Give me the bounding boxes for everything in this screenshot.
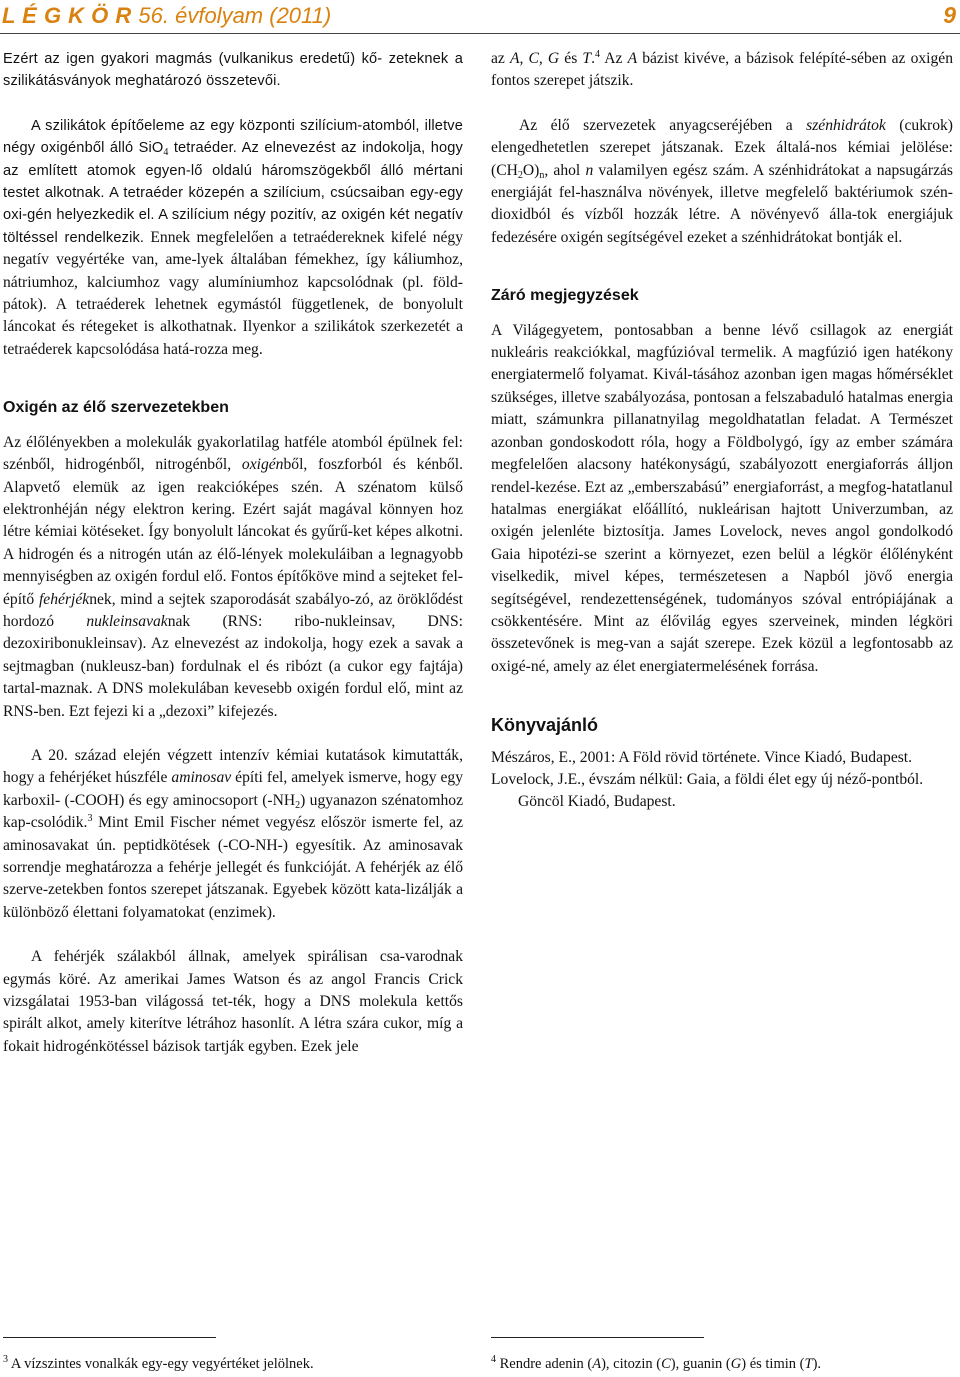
text-span: valamilyen egész szám. A szénhidrátokat a napsugárzás energiáját fel-használva növények, illetve megfelelő baktériumok szén-dioxidból és vízből hozzák létre. A növényevő álla-tok energiájuk fedezésére oxigén segítségével ezeket a szénhidrátokat bontják el. [491, 161, 953, 246]
italic-term: T [582, 50, 592, 67]
text-span: Mint Emil Fischer német vegyész először ismerte fel, az aminosavakat ún. peptidkötések (-CO-NH-) egyesítik. Az aminosavak sorrendje meghatározza a fehérje jellegét és funkcióját. A fehérjék az élő szerve-zetekben fontos szerepet játszanak. Egyebek között kata-lizálják a különböző élettani folyamatokat (enzimek). [3, 814, 463, 921]
italic-term: aminosav [171, 769, 232, 787]
text-span: tetraéder. Az elnevezést az indokolja, hogy az említett atomok egyen-lő oldalú háromszögekből álló mértani testet alkotnak. A tetraéder közepén a szilícium, csúcsaiban egy-egy oxi-gén helyezkedik el. A szilícium négy pozitív, az oxigén két negatív töltéssel rendelkezik. [3, 140, 463, 246]
paragraph-magmatic [3, 48, 463, 93]
footnote-marker: 3 [87, 813, 93, 825]
text-span: nek, mind a sejtek szaporodását szabályo-zó, az öröklődést hordozó [3, 590, 463, 630]
journal-title [2, 3, 331, 29]
right-column [491, 48, 953, 814]
spacer [491, 93, 953, 115]
text-span: az [491, 50, 510, 67]
footnote-text: Rendre adenin ( [496, 1356, 593, 1372]
subscript: 2 [295, 799, 301, 811]
paragraph-elements [3, 432, 463, 723]
italic-term: A, C, G [509, 50, 560, 67]
italic-term: A [592, 1356, 602, 1372]
footnote-4 [491, 1355, 821, 1373]
italic-term: G [730, 1356, 742, 1372]
footnote-number: 3 [3, 1354, 8, 1365]
text-span: Az élő szervezetek anyagcseréjében a [519, 116, 807, 134]
paragraph-carbohydrates [491, 115, 953, 249]
paragraph-dna: A fehérjék szálakból állnak, amelyek spirálisan csa-varodnak egymás köré. Az amerikai James Watson és az angol Francis Crick vizsgálatai 1953-ban világossá tet-ték, hogy a DNS molekula kettős spirált alkot, amely kiterítve létrához hasonlít. A létra szára cukor, míg a fokait hidrogénkötéssel bázisok tartják egyben. Ezek jele [3, 948, 463, 1055]
text-span: ből, foszforból és kénből. Alapvető elemük az igen reakcióképes szén. A szénatom külső elektronhéján négy elektron kering. Ezért saját magával könnyen hoz létre kémiai kötéseket. Így bonyolult láncokat és gyűrű-ket képes alkotni. A hidrogén és a nitrogén után az élő-lények molekuláiban a legnagyobb mennyiségben az oxigén fordul elő. Fontos építőköve mind a sejteket fel-építő [3, 456, 464, 608]
italic-term: T [804, 1356, 813, 1372]
subscript: n [539, 169, 545, 181]
left-column [3, 48, 463, 1058]
text-span: A szilikátok építőeleme az egy központi szilícium-atomból, illetve négy oxigénből álló SiO [3, 117, 463, 157]
text-span: nak (RNS: ribo-nukleinsav, DNS: dezoxiribonukleinsav). Az elnevezést az indokolja, hogy ezek a savak a sejtmagban (nukleusz-ban) fordulnak el és ribózt (a cukor egy fajtája) tartal-maznak. A DNS molekulában kevesebb oxigén fordul elő, mint az RNS-ben. Ezt fejezi ki a „dezoxi” kifejezés. [3, 612, 463, 720]
spacer [3, 361, 463, 397]
text-span: . [591, 50, 595, 67]
subscript: 4 [163, 147, 169, 159]
paragraph-silicates [3, 115, 463, 361]
text-span: A 20. század elején végzett intenzív kémiai kutatások kimutatták, hogy a fehérjéket húszféle [3, 746, 463, 787]
italic-term: fehérjék [38, 590, 90, 608]
section-heading-books: Könyvajánló [491, 715, 599, 736]
text-span: , ahol [544, 161, 586, 179]
paragraph-closing: A Világegyetem, pontosabban a benne lévő csillagok az energiát nukleáris reakciókkal, magfúzióval termelik. A magfúzió igen hatékony energiatermelő folyamat. Kivál-tásához azonban igen magas hőmérséklet szükséges, illetve szabályozása, pontosan a felszabaduló hatalmas energia miatt, számunkra pillanatnyilag megoldhatatlan feladat. A Természet azonban gondoskodott róla, hogy a Földbolygó, így az ember számára megfelelően alacsony hatékonyságú, szabályozott energiaforrás álljon rendel-kezése. Ezt az „emberszabású” energiaforrást, a megfog-hatatlanul hatalmas energiákat előállító, nukleárisan hajtott Univerzumban, az oxigén jelenléte biztosítja. James Lovelock, neves angol gondolkodó Gaia hipotézi-se szerint a környezet, ezen belül a légkör élőlényként viselkedik, mivel képes, természetesen a Napból jövő energia segítségével, rendezettenségének, tudományos szóval entrópiájának a csökkentésére. Mint az élővilág egyes szerveinek, minden légköri összetevőnek is meg-van a saját szerepe. Ezek közül a legfontosabb az oxigé-né, amely az élet energiatermelésének forrása. [491, 321, 953, 675]
italic-term: nukleinsavak [86, 612, 168, 630]
section-heading-oxygen: Oxigén az élő szervezetekben [3, 399, 229, 417]
journal-name: L É G K Ö R [2, 3, 132, 28]
spacer [3, 723, 463, 745]
footnote-text: A vízszintes vonalkák egy-egy vegyértéket jelölnek. [8, 1356, 314, 1372]
text-span: Az [600, 50, 628, 67]
footnote-rule [491, 1337, 704, 1338]
journal-volume: 56. évfolyam (2011) [138, 3, 332, 28]
spacer [491, 678, 953, 714]
text-span: Az élőlényekben a molekulák gyakorlatilag hatféle atomból épülnek fel: szénből, hidrogénből, nitrogénből, [3, 433, 463, 474]
footnote-text: ), guanin ( [670, 1356, 731, 1372]
footnote-3 [3, 1355, 314, 1373]
page-header [0, 0, 960, 34]
footnote-number: 4 [491, 1354, 496, 1365]
footnote-rule [3, 1337, 216, 1338]
header-rule [0, 33, 960, 34]
footnote-text: ), citozin ( [601, 1356, 662, 1372]
italic-term: C [661, 1356, 671, 1372]
text-line: zeteknek a szilikátásványok meghatározó összetevői. [3, 51, 463, 90]
reference-item: Lovelock, J.E., évszám nélkül: Gaia, a földi élet egy új néző-pontból. Göncöl Kiadó, Budapest. [491, 770, 924, 811]
footnote-text: ) és timin ( [741, 1356, 805, 1372]
italic-term: szénhidrátok [806, 116, 886, 134]
paragraph-bases [491, 48, 953, 93]
text-span: (cukrok) elengedhetetlen szerepet játszanak. Ezek általá-nos kémiai jelölése: (CH [491, 116, 953, 179]
footnote-marker: 4 [595, 49, 600, 60]
text-span: O) [522, 161, 540, 179]
italic-term: A [627, 50, 638, 67]
text-span: építi fel, amelyek ismerve, hogy egy karboxil- (-COOH) és egy aminocsoport (-NH [3, 769, 464, 809]
text-span: ) ugyanazon szénatomhoz kap-csolódik. [3, 791, 464, 832]
page-number: 9 [943, 2, 956, 28]
section-heading-closing: Záró megjegyzések [491, 287, 639, 305]
reference-item: Mészáros, E., 2001: A Föld rövid története. Vince Kiadó, Budapest. [491, 748, 913, 766]
footnote-text: ). [812, 1356, 822, 1372]
text-line: Ezért az igen gyakori magmás (vulkanikus eredetű) kő- [3, 51, 383, 67]
spacer [3, 93, 463, 115]
text-span: bázist kivéve, a bázisok felépíté-sében az oxigén fontos szerepet játszik. [491, 50, 954, 90]
text-span: Ennek megfelelően a tetraédereknek kifelé négy negatív vegyértéke van, ame-lyek általában fémekhez, így káliumhoz, nátriumhoz, kalciumhoz vagy alumíniumhoz kapcsolódnak (pl. föld-pátok). A tetraéderek lehetnek egymástól függetlenek, de bonyolult láncokat és rétegeket is alkothatnak. Ilyenkor a szilikátok szerkezetét a tetraéderek kapcsolódása hatá-rozza meg. [3, 228, 464, 358]
italic-term: n [585, 161, 594, 179]
subscript: 2 [517, 169, 523, 181]
italic-term: oxigén [241, 456, 284, 474]
spacer [491, 249, 953, 285]
spacer [3, 924, 463, 946]
paragraph-amino-acids [3, 745, 463, 924]
text-span: és [559, 50, 583, 67]
